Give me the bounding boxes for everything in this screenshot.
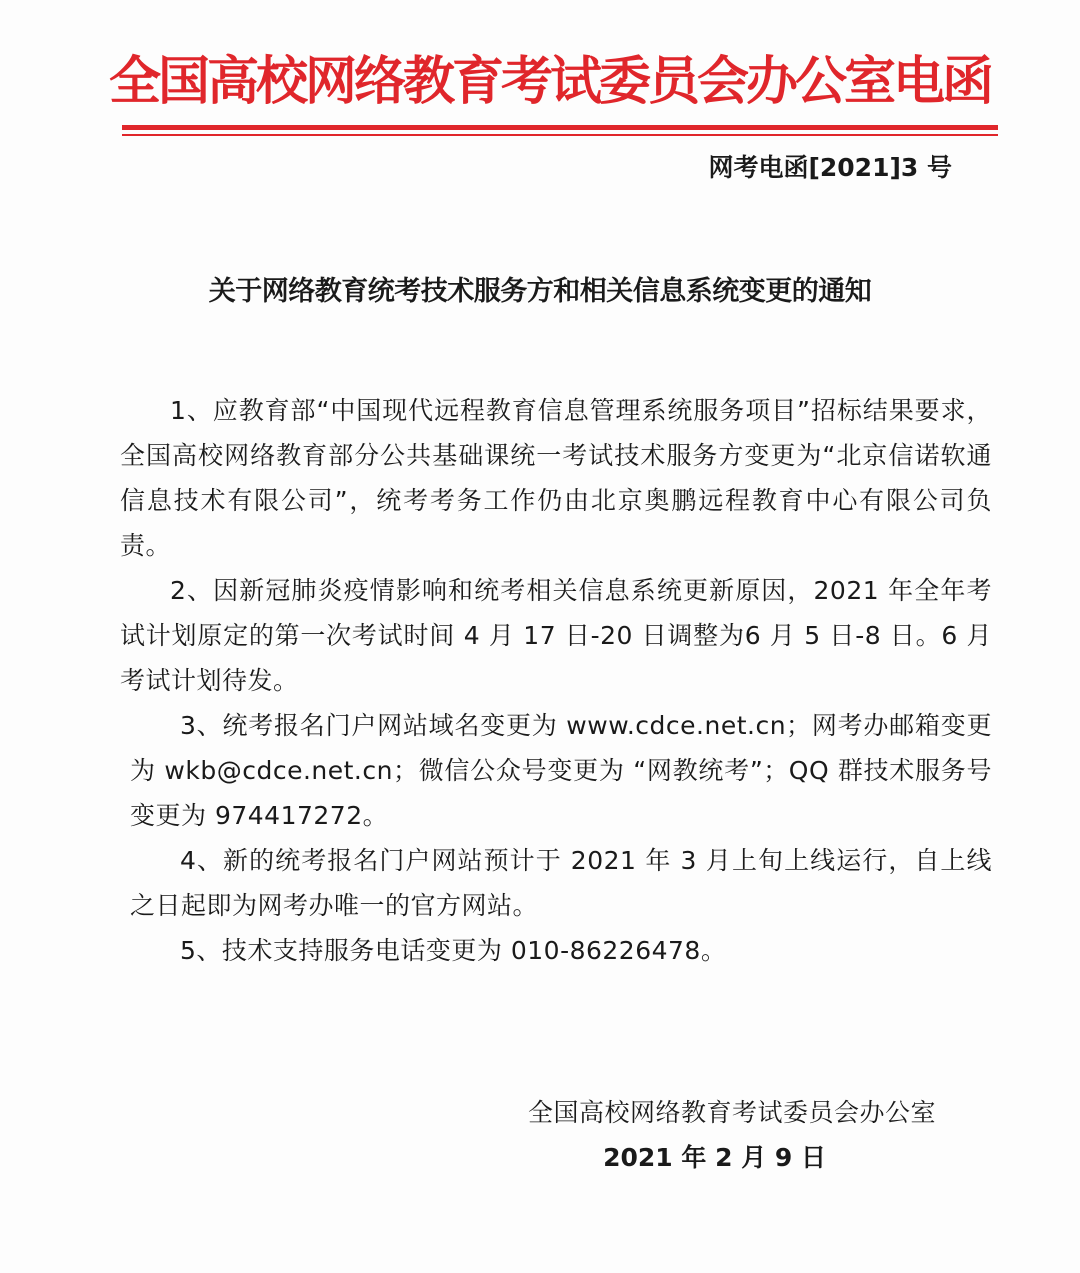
- signature-date: 2021 年 2 月 9 日: [603, 1143, 826, 1172]
- signature-organization: 全国高校网络教育考试委员会办公室: [527, 1098, 936, 1127]
- letterhead-rule-thin: [122, 134, 998, 136]
- paragraph-3: 3、统考报名门户网站域名变更为 www.cdce.net.cn；网考办邮箱变更为 wkb@cdce.net.cn；微信公众号变更为 “网教统考”；QQ 群技术服务号变更为 974417272。: [130, 711, 992, 830]
- paragraph-5: 5、技术支持服务电话变更为 010-86226478。: [180, 936, 727, 965]
- document-number: 网考电函[2021]3 号: [708, 153, 952, 182]
- letterhead-title: 全国高校网络教育考试委员会办公室电函: [108, 52, 991, 112]
- letterhead-rule-thick: [122, 125, 998, 130]
- paragraph-2: 2、因新冠肺炎疫情影响和统考相关信息系统更新原因，2021 年全年考试计划原定的第一次考试时间 4 月 17 日-20 日调整为6 月 5 日-8 日。6 月考试计划待发。: [120, 576, 992, 695]
- document-body: [120, 388, 992, 973]
- document-title: 关于网络教育统考技术服务方和相关信息系统变更的通知: [208, 276, 872, 307]
- paragraph-1: 1、应教育部“中国现代远程教育信息管理系统服务项目”招标结果要求，全国高校网络教育部分公共基础课统一考试技术服务方变更为“北京信诺软通信息技术有限公司”，统考考务工作仍由北京奥鹏远程教育中心有限公司负责。: [120, 396, 992, 560]
- paragraph-4: 4、新的统考报名门户网站预计于 2021 年 3 月上旬上线运行，自上线之日起即为网考办唯一的官方网站。: [130, 846, 992, 920]
